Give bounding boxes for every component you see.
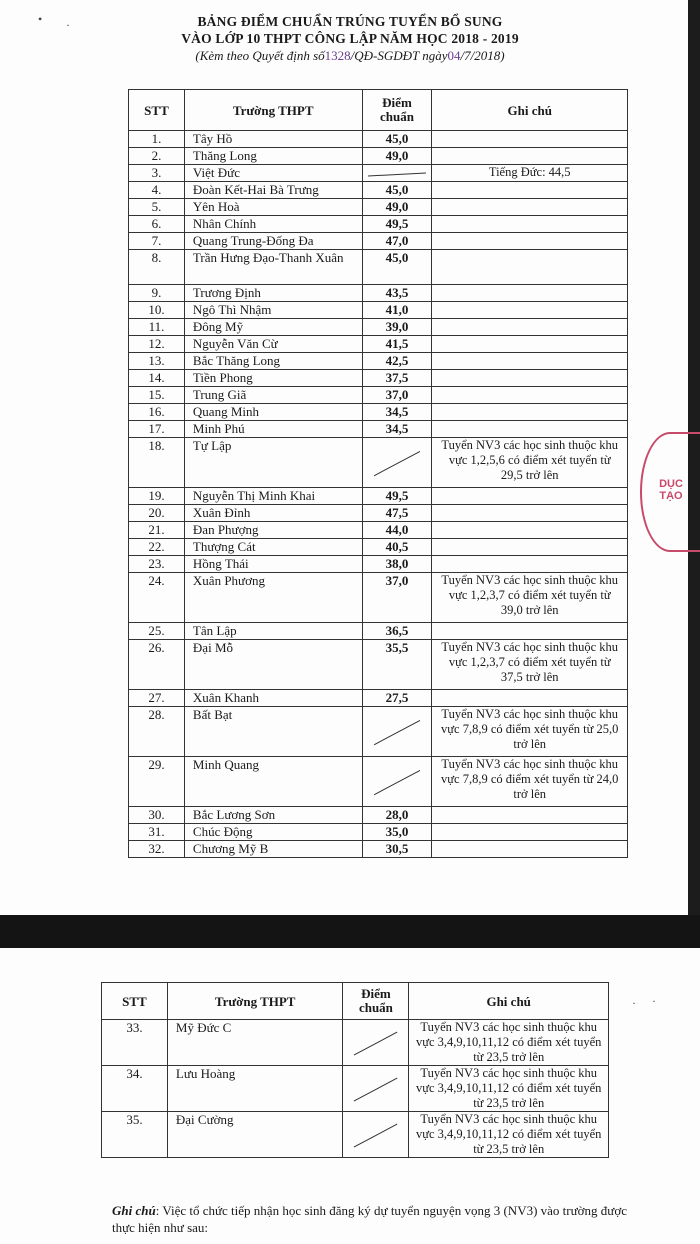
header-score: Điểm chuẩn <box>343 983 409 1020</box>
scan-speck: · <box>652 994 656 1008</box>
document-page-2 <box>0 948 700 1244</box>
row-note <box>432 556 628 573</box>
official-seal <box>640 432 700 552</box>
table-body <box>102 1020 609 1158</box>
row-score <box>343 1020 409 1066</box>
row-stt: 32. <box>129 841 185 858</box>
row-note <box>432 131 628 148</box>
row-note: Tuyển NV3 các học sinh thuộc khu vực 3,4,9,10,11,12 có điểm xét tuyển từ 23,5 trở lên <box>409 1112 609 1158</box>
row-score: 49,0 <box>362 199 432 216</box>
row-stt: 2. <box>129 148 185 165</box>
row-note <box>432 336 628 353</box>
row-note <box>432 302 628 319</box>
row-stt: 27. <box>129 690 185 707</box>
row-score: 42,5 <box>362 353 432 370</box>
row-stt: 15. <box>129 387 185 404</box>
footer-text: : Việc tổ chức tiếp nhận học sinh đăng ký dự tuyển nguyện vọng 3 (NV3) vào trường được thực hiện như sau: <box>112 1203 627 1235</box>
row-school: Ngô Thì Nhậm <box>184 302 362 319</box>
row-stt: 17. <box>129 421 185 438</box>
header-stt: STT <box>129 90 185 131</box>
row-school: Mỹ Đức C <box>167 1020 343 1066</box>
row-school: Quang Minh <box>184 404 362 421</box>
row-school: Tiền Phong <box>184 370 362 387</box>
row-stt: 1. <box>129 131 185 148</box>
row-score <box>362 438 432 488</box>
row-school: Minh Phú <box>184 421 362 438</box>
row-note <box>432 148 628 165</box>
row-stt: 11. <box>129 319 185 336</box>
row-stt: 6. <box>129 216 185 233</box>
table-row <box>129 233 628 250</box>
row-stt: 10. <box>129 302 185 319</box>
reference-prefix: (Kèm theo Quyết định số <box>195 48 325 63</box>
row-school: Trần Hưng Đạo-Thanh Xuân <box>184 250 362 285</box>
document-title: BẢNG ĐIỂM CHUẨN TRÚNG TUYỂN BỔ SUNG <box>197 14 503 29</box>
row-school: Đông Mỹ <box>184 319 362 336</box>
table-row <box>129 707 628 757</box>
row-school: Đại Cường <box>167 1112 343 1158</box>
document-reference <box>0 48 700 64</box>
table-row <box>129 690 628 707</box>
table-row <box>129 148 628 165</box>
score-table-page-2 <box>101 982 609 1158</box>
row-note: Tuyển NV3 các học sinh thuộc khu vực 3,4,9,10,11,12 có điểm xét tuyển từ 23,5 trở lên <box>409 1066 609 1112</box>
row-score: 49,5 <box>362 216 432 233</box>
table-row <box>129 319 628 336</box>
document-subtitle: VÀO LỚP 10 THPT CÔNG LẬP NĂM HỌC 2018 - 2019 <box>181 31 519 46</box>
row-school: Yên Hoà <box>184 199 362 216</box>
row-note: Tuyển NV3 các học sinh thuộc khu vực 1,2,3,7 có điểm xét tuyển từ 37,5 trở lên <box>432 640 628 690</box>
row-note <box>432 370 628 387</box>
row-score: 35,5 <box>362 640 432 690</box>
row-stt: 22. <box>129 539 185 556</box>
row-stt: 26. <box>129 640 185 690</box>
handwritten-date: 04 <box>447 48 461 63</box>
table-row <box>129 216 628 233</box>
row-stt: 7. <box>129 233 185 250</box>
row-note <box>432 353 628 370</box>
row-school: Nhân Chính <box>184 216 362 233</box>
row-note: Tuyển NV3 các học sinh thuộc khu vực 1,2,3,7 có điểm xét tuyển từ 39,0 trở lên <box>432 573 628 623</box>
row-stt: 23. <box>129 556 185 573</box>
row-stt: 12. <box>129 336 185 353</box>
row-stt: 18. <box>129 438 185 488</box>
row-score: 45,0 <box>362 131 432 148</box>
row-school: Đoàn Kết-Hai Bà Trưng <box>184 182 362 199</box>
row-stt: 3. <box>129 165 185 182</box>
row-school: Trung Giã <box>184 387 362 404</box>
row-stt: 9. <box>129 285 185 302</box>
row-note <box>432 690 628 707</box>
row-score: 44,0 <box>362 522 432 539</box>
table-row <box>129 488 628 505</box>
row-school: Nguyễn Thị Minh Khai <box>184 488 362 505</box>
table-row <box>129 285 628 302</box>
row-note <box>432 539 628 556</box>
row-score: 34,5 <box>362 404 432 421</box>
header-note: Ghi chú <box>432 90 628 131</box>
scan-speck: · <box>632 996 636 1010</box>
row-stt: 28. <box>129 707 185 757</box>
header-score: Điểm chuẩn <box>362 90 432 131</box>
handwritten-number: 1328 <box>324 48 351 63</box>
row-note <box>432 421 628 438</box>
table-row <box>129 539 628 556</box>
seal-text: DỤC <box>659 478 683 490</box>
table-row <box>102 1066 609 1112</box>
table-row <box>129 199 628 216</box>
row-stt: 16. <box>129 404 185 421</box>
row-stt: 29. <box>129 757 185 807</box>
row-school: Chúc Động <box>184 824 362 841</box>
table-row <box>129 182 628 199</box>
row-stt: 20. <box>129 505 185 522</box>
row-school: Thăng Long <box>184 148 362 165</box>
row-score: 41,5 <box>362 336 432 353</box>
table-row <box>129 807 628 824</box>
row-school: Quang Trung-Đống Đa <box>184 233 362 250</box>
row-note: Tiếng Đức: 44,5 <box>432 165 628 182</box>
row-school: Trương Định <box>184 285 362 302</box>
row-school: Tân Lập <box>184 623 362 640</box>
table-row <box>129 250 628 285</box>
row-score: 36,5 <box>362 623 432 640</box>
row-school: Tây Hồ <box>184 131 362 148</box>
row-note <box>432 199 628 216</box>
table-row <box>129 505 628 522</box>
row-school: Xuân Phương <box>184 573 362 623</box>
table-row <box>129 522 628 539</box>
row-stt: 21. <box>129 522 185 539</box>
row-note <box>432 623 628 640</box>
row-school: Bắc Thăng Long <box>184 353 362 370</box>
row-note <box>432 522 628 539</box>
table-row <box>129 353 628 370</box>
row-note <box>432 824 628 841</box>
scan-speck: · <box>66 18 70 32</box>
row-note <box>432 404 628 421</box>
row-school: Xuân Khanh <box>184 690 362 707</box>
table-row <box>102 1020 609 1066</box>
row-note: Tuyển NV3 các học sinh thuộc khu vực 7,8,9 có điểm xét tuyển từ 25,0 trở lên <box>432 707 628 757</box>
row-score: 41,0 <box>362 302 432 319</box>
reference-middle: /QĐ-SGDĐT ngày <box>350 48 448 63</box>
table-row <box>129 387 628 404</box>
row-score <box>362 757 432 807</box>
row-note <box>432 505 628 522</box>
table-header-row <box>129 90 628 131</box>
row-note <box>432 387 628 404</box>
row-school: Việt Đức <box>184 165 362 182</box>
row-note: Tuyển NV3 các học sinh thuộc khu vực 3,4,9,10,11,12 có điểm xét tuyển từ 23,5 trở lên <box>409 1020 609 1066</box>
row-stt: 19. <box>129 488 185 505</box>
row-note <box>432 807 628 824</box>
table-row <box>129 421 628 438</box>
table-body <box>129 131 628 858</box>
row-stt: 14. <box>129 370 185 387</box>
row-score <box>362 165 432 182</box>
table-row <box>129 841 628 858</box>
row-note <box>432 250 628 285</box>
row-school: Hồng Thái <box>184 556 362 573</box>
table-row <box>129 370 628 387</box>
row-score: 47,5 <box>362 505 432 522</box>
row-note <box>432 182 628 199</box>
table-row <box>129 556 628 573</box>
row-stt: 24. <box>129 573 185 623</box>
row-stt: 33. <box>102 1020 168 1066</box>
header-stt: STT <box>102 983 168 1020</box>
table-row <box>129 336 628 353</box>
row-score: 34,5 <box>362 421 432 438</box>
row-score <box>343 1066 409 1112</box>
row-school: Lưu Hoàng <box>167 1066 343 1112</box>
table-row <box>129 165 628 182</box>
scan-speck: • <box>38 12 43 26</box>
row-score: 47,0 <box>362 233 432 250</box>
seal-text: TẠO <box>659 490 683 502</box>
row-stt: 34. <box>102 1066 168 1112</box>
row-school: Minh Quang <box>184 757 362 807</box>
footer-note <box>112 1202 632 1236</box>
table-row <box>129 757 628 807</box>
table-row <box>129 623 628 640</box>
row-stt: 31. <box>129 824 185 841</box>
row-school: Xuân Đỉnh <box>184 505 362 522</box>
table-row <box>129 438 628 488</box>
row-score <box>343 1112 409 1158</box>
row-score: 45,0 <box>362 182 432 199</box>
table-row <box>129 131 628 148</box>
row-note <box>432 216 628 233</box>
row-stt: 35. <box>102 1112 168 1158</box>
row-stt: 5. <box>129 199 185 216</box>
footer-label: Ghi chú <box>112 1203 156 1218</box>
row-score: 37,0 <box>362 387 432 404</box>
score-table-page-1 <box>128 89 628 858</box>
table-row <box>102 1112 609 1158</box>
row-score: 37,5 <box>362 370 432 387</box>
row-school: Nguyễn Văn Cừ <box>184 336 362 353</box>
table-row <box>129 302 628 319</box>
table-row <box>129 573 628 623</box>
row-score: 37,0 <box>362 573 432 623</box>
row-score <box>362 707 432 757</box>
row-score: 49,0 <box>362 148 432 165</box>
row-score: 45,0 <box>362 250 432 285</box>
row-score: 40,5 <box>362 539 432 556</box>
row-note <box>432 841 628 858</box>
row-note <box>432 233 628 250</box>
header-school: Trường THPT <box>184 90 362 131</box>
table-row <box>129 404 628 421</box>
row-stt: 30. <box>129 807 185 824</box>
row-score: 43,5 <box>362 285 432 302</box>
row-stt: 25. <box>129 623 185 640</box>
row-note: Tuyển NV3 các học sinh thuộc khu vực 1,2,5,6 có điểm xét tuyển từ 29,5 trở lên <box>432 438 628 488</box>
row-score: 35,0 <box>362 824 432 841</box>
row-school: Chương Mỹ B <box>184 841 362 858</box>
header-school: Trường THPT <box>167 983 343 1020</box>
table-header-row <box>102 983 609 1020</box>
page-gap <box>0 915 700 948</box>
row-note <box>432 319 628 336</box>
row-school: Đan Phượng <box>184 522 362 539</box>
row-note <box>432 488 628 505</box>
row-school: Bất Bạt <box>184 707 362 757</box>
row-score: 27,5 <box>362 690 432 707</box>
reference-suffix: /7/2018) <box>460 48 505 63</box>
row-score: 30,5 <box>362 841 432 858</box>
row-stt: 8. <box>129 250 185 285</box>
row-stt: 4. <box>129 182 185 199</box>
table-row <box>129 640 628 690</box>
row-school: Tự Lập <box>184 438 362 488</box>
row-score: 49,5 <box>362 488 432 505</box>
row-school: Thượng Cát <box>184 539 362 556</box>
header-note: Ghi chú <box>409 983 609 1020</box>
row-school: Đại Mỗ <box>184 640 362 690</box>
row-note: Tuyển NV3 các học sinh thuộc khu vực 7,8,9 có điểm xét tuyển từ 24,0 trở lên <box>432 757 628 807</box>
row-note <box>432 285 628 302</box>
row-score: 39,0 <box>362 319 432 336</box>
row-stt: 13. <box>129 353 185 370</box>
row-score: 38,0 <box>362 556 432 573</box>
row-score: 28,0 <box>362 807 432 824</box>
row-school: Bắc Lương Sơn <box>184 807 362 824</box>
table-row <box>129 824 628 841</box>
